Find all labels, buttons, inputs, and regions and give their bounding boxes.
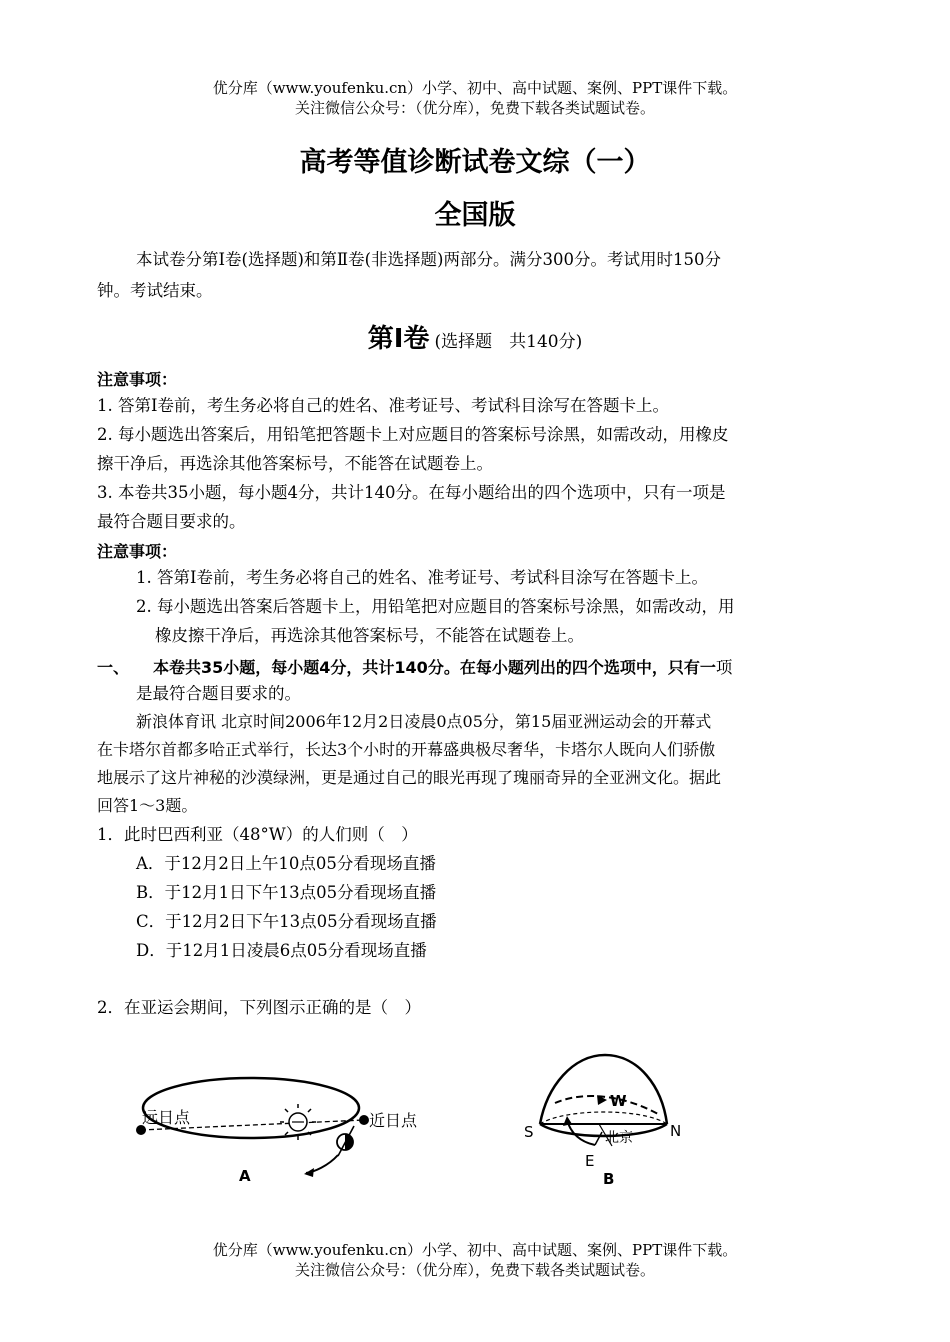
- question-1-option-c: C．于12月2日下午13点05分看现场直播: [136, 912, 437, 931]
- passage-line: 在卡塔尔首都多哈正式举行，长达3个小时的开幕盛典极尽奢华，卡塔尔人既向人们骄傲: [97, 740, 716, 759]
- notice-2-item-3-number: 一、: [97, 658, 130, 677]
- section-heading: [0, 318, 950, 355]
- dome-outline: [540, 1055, 667, 1124]
- label-west: W: [610, 1092, 627, 1110]
- figure-b-sky-dome: [515, 1048, 695, 1193]
- passage-line: 新浪体育讯 北京时间2006年12月2日凌晨0点05分，第15届亚洲运动会的开幕式: [136, 712, 712, 731]
- perihelion-point: [359, 1115, 369, 1125]
- footer-line-1: 优分库（www.youfenku.cn）小学、初中、高中试题、案例、PPT课件下载。: [212, 1241, 738, 1259]
- label-north: N: [670, 1122, 682, 1140]
- horizon-front: [540, 1124, 667, 1136]
- notice-2-item-3: [97, 655, 732, 678]
- question-1-option-b: B．于12月1日下午13点05分看现场直播: [136, 883, 437, 902]
- figure-a-orbit: [120, 1060, 440, 1190]
- arrow-head: [304, 1168, 314, 1177]
- notice-1-item: 擦干净后，再选涂其他答案标号，不能答在试题卷上。: [97, 454, 493, 473]
- earth-icon: [337, 1126, 354, 1156]
- sun-path-dashed: [555, 1096, 658, 1114]
- horizon-back: [540, 1112, 667, 1124]
- east-pointer: [595, 1132, 602, 1145]
- intro-line-1: 本试卷分第Ⅰ卷(选择题)和第Ⅱ卷(非选择题)两部分。满分300分。考试用时150分: [136, 250, 721, 269]
- figure-b-caption: B: [603, 1170, 615, 1188]
- intro-line-2: 钟。考试结束。: [97, 281, 213, 300]
- notice-2-item-3-text: 本卷共35小题，每小题4分，共计140分。在每小题列出的四个选项中，只有一: [153, 658, 716, 677]
- notice-2-item-1: 1. 答第Ⅰ卷前，考生务必将自己的姓名、准考证号、考试科目涂写在答题卡上。: [136, 568, 709, 587]
- question-1-stem: 1．此时巴西利亚（48°W）的人们则（ ）: [97, 825, 418, 844]
- notice-1-item: 2. 每小题选出答案后，用铅笔把答题卡上对应题目的答案标号涂黑，如需改动，用橡皮: [97, 425, 729, 444]
- figure-a-caption: A: [239, 1167, 251, 1185]
- passage-line: 回答1～3题。: [97, 796, 198, 815]
- notice-1-item: 最符合题目要求的。: [97, 512, 246, 531]
- footer-line-2: 关注微信公众号：（优分库），免费下载各类试题试卷。: [294, 1261, 655, 1279]
- notice-2-item-3-cont: 是最符合题目要求的。: [136, 684, 301, 703]
- page-title: 高考等值诊断试卷文综（一）: [299, 147, 651, 178]
- notice-1-heading: 注意事项：: [97, 370, 178, 389]
- passage-line: 地展示了这片神秘的沙漠绿洲，更是通过自己的眼光再现了瑰丽奇异的全亚洲文化。据此: [97, 768, 722, 787]
- page-subtitle: 全国版: [434, 200, 516, 231]
- aphelion-label: 远日点: [142, 1108, 191, 1127]
- notice-2-item-2: 2. 每小题选出答案后答题卡上，用铅笔把对应题目的答案标号涂黑，如需改动，用: [136, 597, 735, 616]
- notice-1-item: 1. 答第Ⅰ卷前，考生务必将自己的姓名、准考证号、考试科目涂写在答题卡上。: [97, 396, 670, 415]
- question-1-option-a: A．于12月2日上午10点05分看现场直播: [136, 854, 436, 873]
- label-east: E: [585, 1152, 595, 1170]
- header-line-2: 关注微信公众号：（优分库），免费下载各类试题试卷。: [294, 99, 655, 117]
- notice-2-item-3-tail: 项: [715, 658, 733, 677]
- notice-2-heading: 注意事项：: [97, 542, 178, 561]
- header-line-1: 优分库（www.youfenku.cn）小学、初中、高中试题、案例、PPT课件下载。: [212, 79, 738, 97]
- question-1-option-d: D．于12月1日凌晨6点05分看现场直播: [136, 941, 427, 960]
- perihelion-label: 近日点: [369, 1111, 418, 1130]
- section-title: 第Ⅰ卷: [367, 324, 430, 354]
- notice-1-item: 3. 本卷共35小题，每小题4分，共计140分。在每小题给出的四个选项中，只有一项是: [97, 483, 726, 502]
- notice-2-item-2-cont: 橡皮擦干净后，再选涂其他答案标号，不能答在试题卷上。: [155, 626, 584, 645]
- question-2-stem: 2．在亚运会期间，下列图示正确的是（ ）: [97, 998, 421, 1017]
- label-beijing: 北京: [605, 1130, 633, 1146]
- label-south: S: [524, 1123, 534, 1141]
- section-note: (选择题 共140分): [434, 332, 583, 352]
